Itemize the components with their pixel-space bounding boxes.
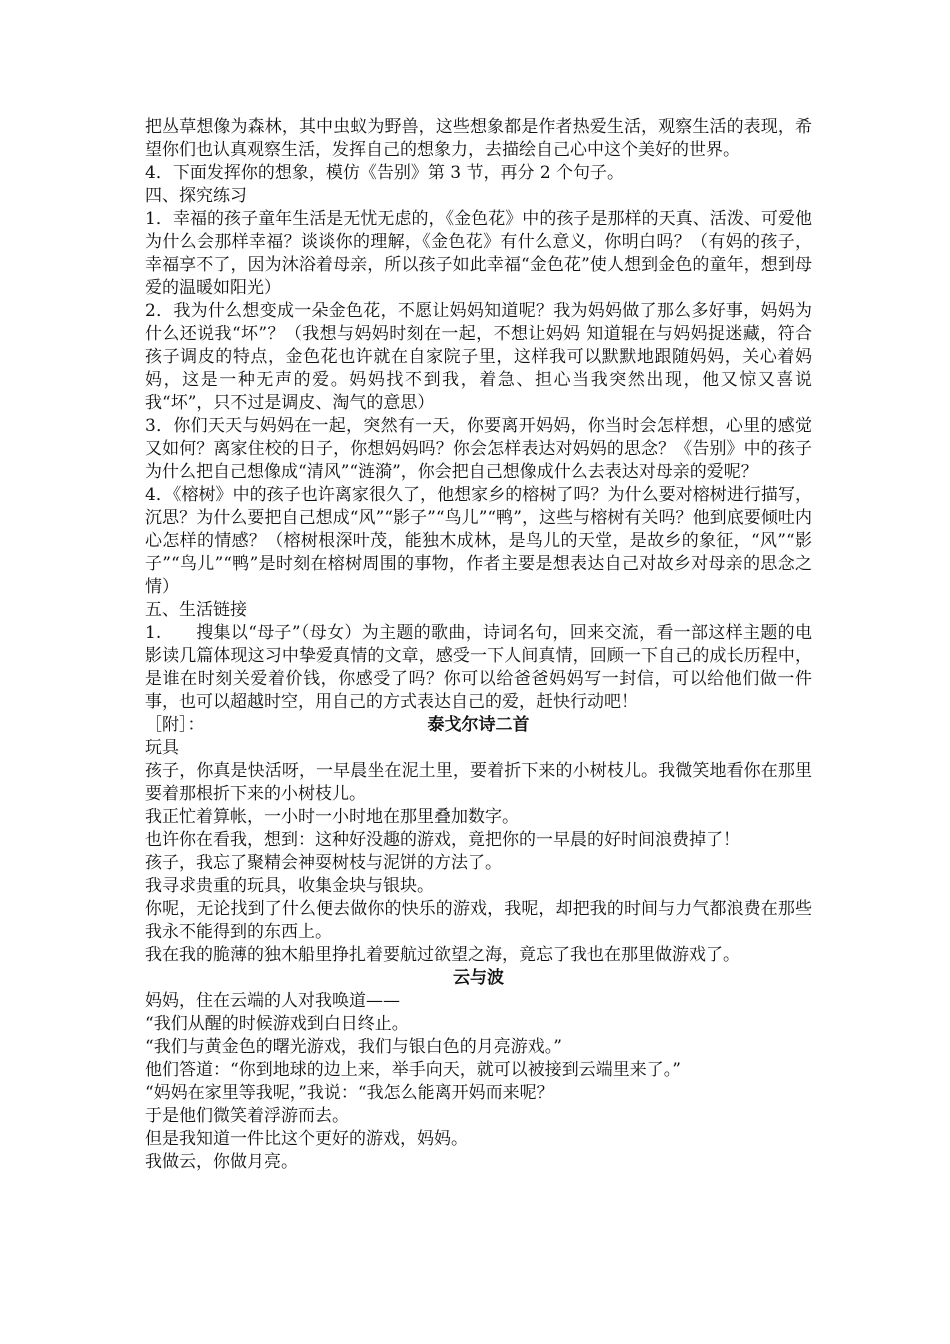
poem-cloud-wave-line: 他们答道：“你到地球的边上来，举手向天，就可以被接到云端里来了。”	[145, 1060, 681, 1080]
paragraph-explore-2: 2．我为什么想变成一朵金色花，不愿让妈妈知道呢？我为妈妈做了那么多好事，妈妈为什么还说我“坏”？（我想与妈妈时刻在一起，不想让妈妈 知道辊在与妈妈捉迷藏，符合孩子调皮的特点，金色花也许就在自家院子里，这样我可以默默地跟随妈妈，关心着妈妈，这是一种无声的爱。妈妈找不到我，着急、担心当我突然出现，他又惊又喜说我“坏”，只不过是调皮、淘气的意思）	[145, 301, 812, 413]
poem-toys-line: 孩子，我忘了聚精会神耍树枝与泥饼的方法了。	[145, 853, 502, 873]
section-heading-explore: 四、探究练习	[145, 186, 247, 206]
appendix-row	[145, 714, 812, 737]
poem-cloud-wave-line: “我们与黄金色的曙光游戏，我们与银白色的月亮游戏。”	[145, 1037, 562, 1057]
section-heading-life-link: 五、生活链接	[145, 600, 247, 620]
poem-toys-line: 也许你在看我，想到：这种好没趣的游戏，竟把你的一早晨的好时间浪费掉了！	[145, 830, 740, 850]
paragraph-exercise-4: 4．下面发挥你的想象，模仿《告别》第 3 节，再分 2 个句子。	[145, 163, 625, 183]
document-page	[145, 116, 812, 1174]
paragraph-intro: 把丛草想像为森林，其中虫蚁为野兽，这些想象都是作者热爱生活，观察生活的表现，希望你们也认真观察生活，发挥自己的想象力，去描绘自己心中这个美好的世界。	[145, 117, 812, 160]
poem-cloud-wave-line: 我做云，你做月亮。	[145, 1152, 298, 1172]
poem-toys-line: 我正忙着算帐，一小时一小时地在那里叠加数字。	[145, 807, 519, 827]
paragraph-explore-3: 3．你们天天与妈妈在一起，突然有一天，你要离开妈妈，你当时会怎样想，心里的感觉又如何？离家住校的日子，你想妈妈吗？你会怎样表达对妈妈的思念？《告别》中的孩子为什么把自己想像成“清风”“涟漪”，你会把自己想像成什么去表达对母亲的爱呢？	[145, 416, 812, 482]
poem-cloud-wave-line: 妈妈，住在云端的人对我唤道——	[145, 991, 400, 1011]
poem-cloud-wave-line: 于是他们微笑着浮游而去。	[145, 1106, 349, 1126]
paragraph-life-link-1: 1. 搜集以“母子”（母女）为主题的歌曲，诗词名句，回来交流，看一部这样主题的电影读几篇体现这习中挚爱真情的文章，感受一下人间真情，回顾一下自己的成长历程中，是谁在时刻关爱着价钱，你感受了吗？你可以给爸爸妈妈写一封信，可以给他们做一件事，也可以超越时空，用自己的方式表达自己的爱，赶快行动吧！	[145, 623, 812, 712]
appendix-label: ［附］：	[145, 715, 205, 735]
poem-toys-title: 玩具	[145, 738, 179, 758]
poem-cloud-wave-title: 云与波	[453, 968, 504, 988]
poem-cloud-wave-line: “妈妈在家里等我呢，”我说：“我怎么能离开妈而来呢？	[145, 1083, 554, 1103]
paragraph-explore-1: 1．幸福的孩子童年生活是无忧无虑的，《金色花》中的孩子是那样的天真、活泼、可爱他为什么会那样幸福？谈谈你的理解，《金色花》有什么意义，你明白吗？（有妈的孩子，幸福享不了，因为沐浴着母亲，所以孩子如此幸福“金色花”使人想到金色的童年，想到母爱的温暖如阳光）	[145, 209, 812, 298]
poem-toys-line: 你呢，无论找到了什么便去做你的快乐的游戏，我呢，却把我的时间与力气都浪费在那些我永不能得到的东西上。	[145, 899, 812, 942]
appendix-title: 泰戈尔诗二首	[427, 715, 530, 735]
poem-toys-line: 孩子，你真是快活呀，一早晨坐在泥土里，要着折下来的小树枝儿。我微笑地看你在那里要着那根折下来的小树枝儿。	[145, 761, 812, 804]
poem-cloud-wave-line: “我们从醒的时候游戏到白日终止。	[145, 1014, 409, 1034]
poem-cloud-wave-line: 但是我知道一件比这个更好的游戏，妈妈。	[145, 1129, 468, 1149]
poem-toys-line: 我在我的脆薄的独木船里挣扎着要航过欲望之海，竟忘了我也在那里做游戏了。	[145, 945, 740, 965]
paragraph-explore-4: 4．《榕树》中的孩子也许离家很久了，他想家乡的榕树了吗？为什么要对榕树进行描写，沉思？为什么要把自己想成“风”“影子”“鸟儿”“鸭”，这些与榕树有关吗？他到底要倾吐内心怎样的情感？（榕树根深叶茂，能独木成林，是鸟儿的天堂，是故乡的象征，“风”“影子”“鸟儿”“鸭”是时刻在榕树周围的事物，作者主要是想表达自己对故乡对母亲的思念之情）	[145, 485, 812, 597]
poem-toys-line: 我寻求贵重的玩具，收集金块与银块。	[145, 876, 434, 896]
